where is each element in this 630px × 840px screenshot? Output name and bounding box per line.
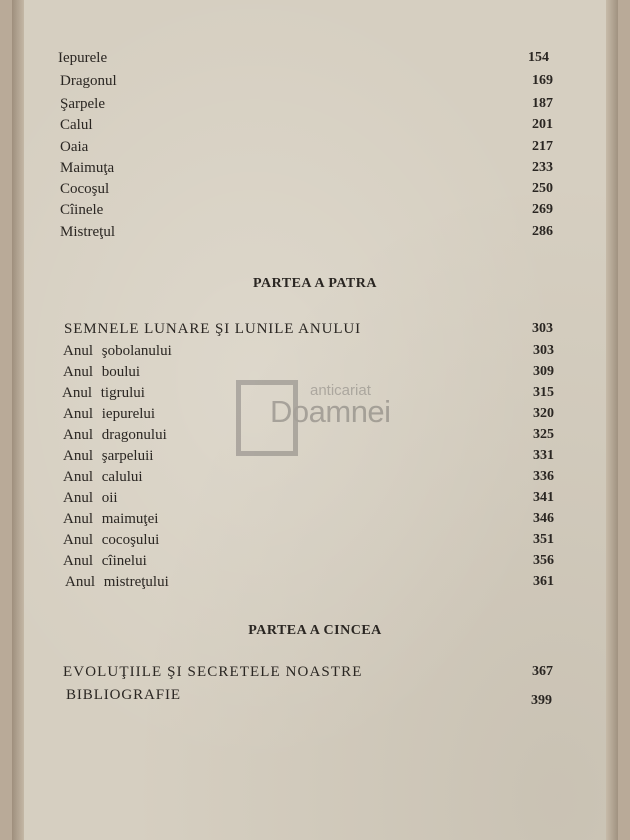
toc-entry-page: 201 — [532, 117, 553, 132]
toc-entry-title: Anul şarpeluii — [63, 448, 154, 464]
toc-entry-title: Cîinele — [60, 202, 104, 218]
toc-entry-title: Dragonul — [60, 73, 117, 89]
toc-entry — [0, 529, 630, 551]
toc-entry-page: 361 — [533, 574, 554, 589]
toc-entry-page: 269 — [532, 202, 553, 217]
toc-entry-title: SEMNELE LUNARE ŞI LUNILE ANULUI — [64, 321, 362, 337]
toc-entry-title: Cocoşul — [60, 181, 110, 197]
toc-entry-title: Anul şobolanului — [63, 343, 172, 359]
toc-entry-title: Anul cocoşului — [63, 532, 160, 548]
watermark-small-text: anticariat — [310, 382, 371, 399]
toc-entry — [0, 221, 630, 243]
toc-entry-evolutii — [0, 661, 630, 683]
toc-entry-title: Anul calului — [63, 469, 143, 485]
toc-entry — [0, 466, 630, 488]
toc-entry-bibliografie — [0, 684, 630, 706]
toc-entry-page: 217 — [532, 139, 553, 154]
toc-entry — [0, 70, 630, 92]
toc-entry-title: Calul — [60, 117, 93, 133]
toc-entry-title: BIBLIOGRAFIE — [66, 687, 181, 703]
toc-entry-page: 303 — [532, 321, 553, 336]
toc-entry-page: 325 — [533, 427, 554, 442]
toc-entry-page: 336 — [533, 469, 554, 484]
toc-entry-page: 233 — [532, 160, 553, 175]
toc-entry-title: Iepurele — [58, 50, 108, 66]
toc-entry-title: Anul cîinelui — [63, 553, 147, 569]
toc-entry-page: 346 — [533, 511, 554, 526]
toc-entry — [0, 93, 630, 115]
toc-entry — [0, 136, 630, 158]
toc-entry-title: Şarpele — [60, 96, 105, 112]
toc-entry — [0, 445, 630, 467]
toc-entry — [0, 157, 630, 179]
toc-entry-title: Anul oii — [63, 490, 118, 506]
toc-entry — [0, 571, 630, 593]
toc-entry-page: 315 — [533, 385, 554, 400]
toc-entry-title: Anul mistreţului — [65, 574, 169, 590]
toc-entry-title: EVOLUŢIILE ŞI SECRETELE NOASTRE — [63, 664, 363, 680]
toc-entry-title: Anul tigrului — [62, 385, 145, 401]
toc-entry-page: 331 — [533, 448, 554, 463]
toc-entry — [0, 47, 630, 69]
toc-entry-page: 320 — [533, 406, 554, 421]
toc-entry-title: Anul boului — [63, 364, 141, 380]
toc-entry-title: Oaia — [60, 139, 89, 155]
toc-main-entry — [0, 318, 630, 340]
toc-entry-title: Mistreţul — [60, 224, 115, 240]
toc-entry-page: 309 — [533, 364, 554, 379]
toc-entry-page: 154 — [528, 50, 549, 65]
toc-entry-title: Maimuţa — [60, 160, 115, 176]
section-heading-part4: PARTEA A PATRA — [253, 276, 377, 291]
toc-entry — [0, 178, 630, 200]
toc-entry — [0, 508, 630, 530]
toc-entry — [0, 550, 630, 572]
toc-entry — [0, 114, 630, 136]
toc-entry-page: 356 — [533, 553, 554, 568]
toc-entry — [0, 487, 630, 509]
toc-entry-title: Anul iepurelui — [63, 406, 156, 422]
toc-entry-page: 399 — [531, 693, 552, 708]
toc-entry-page: 250 — [532, 181, 553, 196]
toc-entry-page: 341 — [533, 490, 554, 505]
toc-entry-page: 367 — [532, 664, 553, 679]
section-heading-part5: PARTEA A CINCEA — [248, 623, 382, 638]
watermark-brand-text: Doamnei — [270, 394, 391, 429]
toc-entry-page: 169 — [532, 73, 553, 88]
toc-entry — [0, 199, 630, 221]
toc-entry — [0, 361, 630, 383]
toc-entry-page: 351 — [533, 532, 554, 547]
toc-entry — [0, 340, 630, 362]
toc-entry-page: 187 — [532, 96, 553, 111]
toc-entry-title: Anul maimuţei — [63, 511, 159, 527]
toc-entry-page: 286 — [532, 224, 553, 239]
toc-entry-page: 303 — [533, 343, 554, 358]
toc-entry-title: Anul dragonului — [63, 427, 167, 443]
